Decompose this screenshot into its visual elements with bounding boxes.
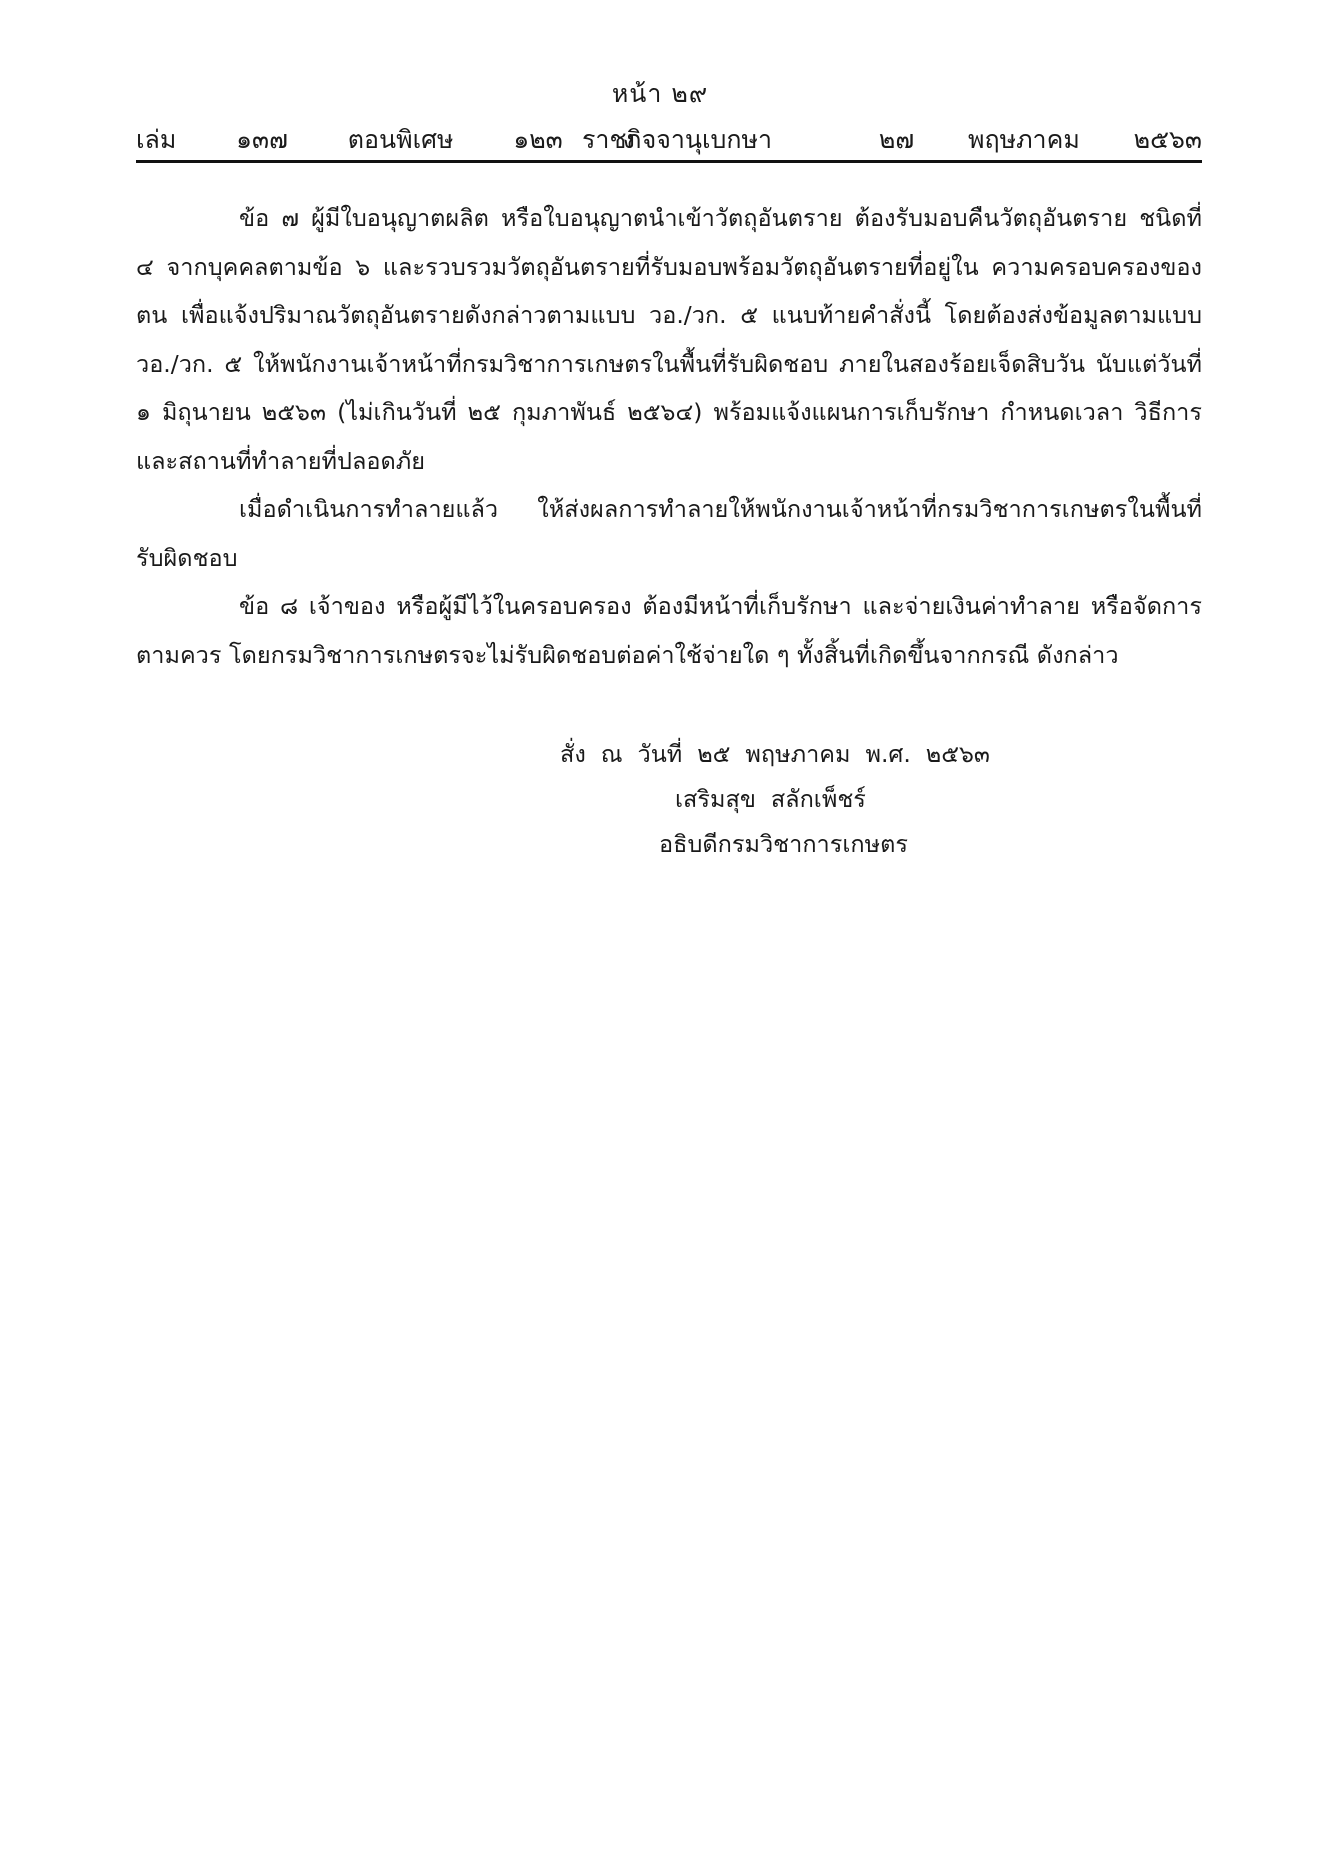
gazette-title: ราชกิจจานุเบกษา [582, 125, 773, 154]
signatory-name: เสริมสุข สลักเพ็ชร์ [675, 785, 866, 813]
clause-7-paragraph: ข้อ ๗ ผู้มีใบอนุญาตผลิต หรือใบอนุญาตนำเข้าวัตถุอันตราย ต้องรับมอบคืนวัตถุอันตราย ชนิดที่ ๔ จากบุคคลตามข้อ ๖ และรวบรวมวัตถุอันตรายที่รับมอบพร้อมวัตถุอันตรายที่อยู่ใน ความครอบครองของตน เพื่อแจ้งปริมาณวัตถุอันตรายดังกล่าวตามแบบ วอ./วก. ๕ แนบท้ายคำสั่งนี้ โดยต้องส่งข้อมูลตามแบบ วอ./วก. ๕ ให้พนักงานเจ้าหน้าที่กรมวิชาการเกษตรในพื้นที่รับผิดชอบ ภายในสองร้อยเจ็ดสิบวัน นับแต่วันที่ ๑ มิถุนายน ๒๕๖๓ (ไม่เกินวันที่ ๒๕ กุมภาพันธ์ ๒๕๖๔) พร้อมแจ้งแผนการเก็บรักษา กำหนดเวลา วิธีการและสถานที่ทำลายที่ปลอดภัย [136, 204, 1202, 475]
publication-date: ๒๗ พฤษภาคม ๒๕๖๓ [878, 125, 1202, 154]
gazette-header [136, 120, 1202, 160]
signatory-title: อธิบดีกรมวิชาการเกษตร [659, 830, 908, 858]
signature-block [560, 732, 1060, 867]
order-body [136, 194, 1202, 679]
clause-8-paragraph: ข้อ ๘ เจ้าของ หรือผู้มีไว้ในครอบครอง ต้องมีหน้าที่เก็บรักษา และจ่ายเงินค่าทำลาย หรือจัดการตามควร โดยกรมวิชาการเกษตรจะไม่รับผิดชอบต่อค่าใช้จ่ายใด ๆ ทั้งสิ้นที่เกิดขึ้นจากกรณี ดังกล่าว [136, 592, 1202, 669]
signature-date: สั่ง ณ วันที่ ๒๕ พฤษภาคม พ.ศ. ๒๕๖๓ [560, 740, 990, 768]
header-divider [136, 160, 1202, 163]
destruction-report-paragraph: เมื่อดำเนินการทำลายแล้ว ให้ส่งผลการทำลายให้พนักงานเจ้าหน้าที่กรมวิชาการเกษตรในพื้นที่ รับผิดชอบ [136, 495, 1202, 572]
page-number: หน้า ๒๙ [611, 79, 709, 108]
volume-issue-label: เล่ม ๑๓๗ ตอนพิเศษ ๑๒๓ ง [136, 125, 635, 154]
